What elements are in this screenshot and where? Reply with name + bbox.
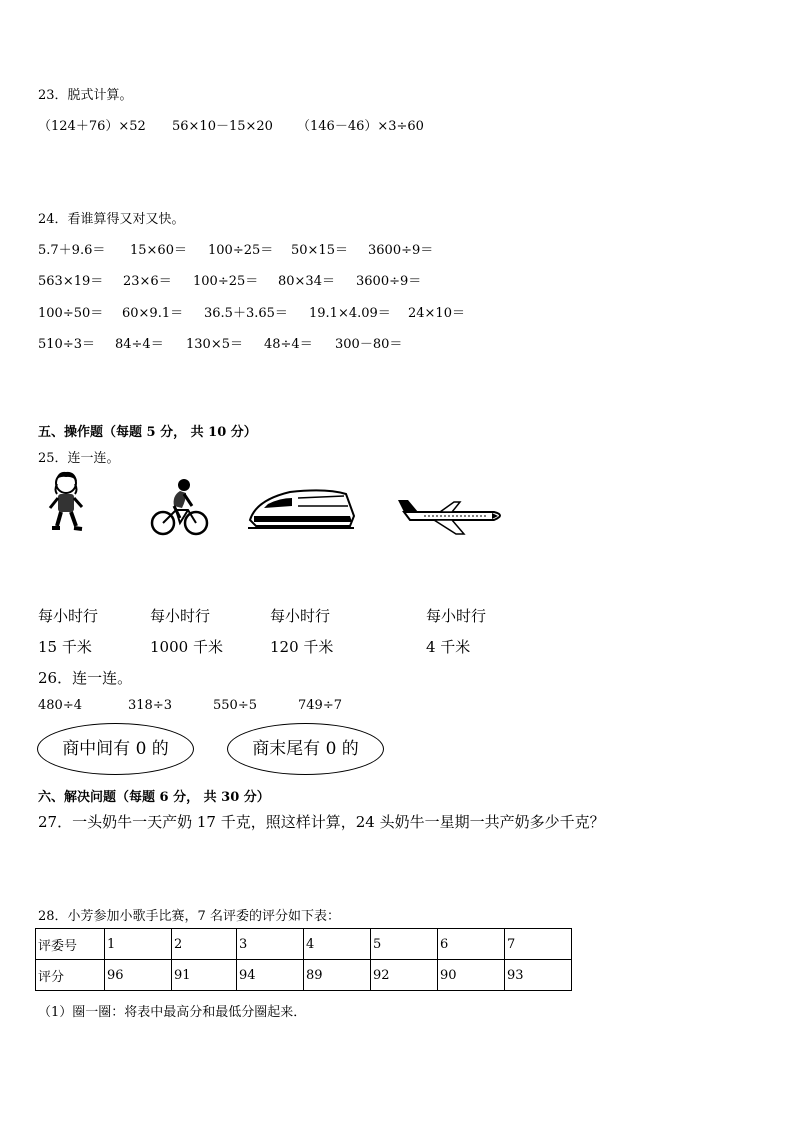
oval-label: 商末尾有 0 的 bbox=[252, 739, 359, 759]
score-cell: 90 bbox=[438, 960, 505, 991]
q24-item: 36.5＋3.65＝ bbox=[204, 306, 288, 321]
judge-number: 7 bbox=[505, 929, 572, 960]
q24-item: 50×15＝ bbox=[291, 243, 348, 258]
judge-number: 3 bbox=[237, 929, 304, 960]
q24-item: 3600÷9＝ bbox=[356, 274, 422, 289]
row-header: 评委号 bbox=[36, 929, 105, 960]
q24-item: 130×5＝ bbox=[186, 337, 243, 352]
q24-item: 24×10＝ bbox=[408, 306, 465, 321]
q23-item-2: 56×10－15×20 bbox=[172, 119, 273, 134]
score-cell: 89 bbox=[304, 960, 371, 991]
high-speed-train-icon bbox=[246, 486, 358, 532]
oval-label: 商中间有 0 的 bbox=[62, 739, 169, 759]
speed-label: 每小时行 bbox=[38, 607, 99, 625]
q24-item: 23×6＝ bbox=[123, 274, 172, 289]
oval-middle-zero bbox=[37, 723, 194, 775]
q26-title: 26．连一连。 bbox=[38, 669, 133, 687]
speed-label: 每小时行 bbox=[270, 607, 331, 625]
section-6-heading: 六、解决问题（每题 6 分， 共 30 分） bbox=[38, 790, 270, 805]
q24-item: 84÷4＝ bbox=[115, 337, 164, 352]
oval-end-zero bbox=[227, 723, 384, 775]
speed-label: 每小时行 bbox=[150, 607, 211, 625]
q24-item: 563×19＝ bbox=[38, 274, 104, 289]
q24-item: 300－80＝ bbox=[335, 337, 403, 352]
q23-title: 23．脱式计算。 bbox=[38, 88, 133, 103]
table-row bbox=[36, 960, 572, 991]
q26-item: 749÷7 bbox=[298, 698, 342, 713]
score-cell: 91 bbox=[172, 960, 237, 991]
q24-item: 510÷3＝ bbox=[38, 337, 95, 352]
speed-value: 120 千米 bbox=[270, 638, 334, 656]
q28-title: 28．小芳参加小歌手比赛，7 名评委的评分如下表： bbox=[38, 909, 340, 924]
table-row bbox=[36, 929, 572, 960]
judge-number: 1 bbox=[105, 929, 172, 960]
section-5-heading: 五、操作题（每题 5 分， 共 10 分） bbox=[38, 425, 257, 440]
q24-item: 15×60＝ bbox=[130, 243, 187, 258]
q24-item: 80×34＝ bbox=[278, 274, 335, 289]
q24-item: 3600÷9＝ bbox=[368, 243, 434, 258]
q23-item-1: （124＋76）×52 bbox=[38, 119, 146, 134]
q26-item: 550÷5 bbox=[213, 698, 257, 713]
q24-item: 100÷50＝ bbox=[38, 306, 104, 321]
speed-value: 1000 千米 bbox=[150, 638, 223, 656]
q24-item: 19.1×4.09＝ bbox=[309, 306, 391, 321]
score-cell: 96 bbox=[105, 960, 172, 991]
q27-title: 27．一头奶牛一天产奶 17 千克，照这样计算，24 头奶牛一星期一共产奶多少千克？ bbox=[38, 813, 605, 831]
cyclist-icon bbox=[150, 476, 210, 538]
score-table bbox=[35, 928, 572, 991]
score-cell: 92 bbox=[371, 960, 438, 991]
q26-item: 318÷3 bbox=[128, 698, 172, 713]
speed-value: 15 千米 bbox=[38, 638, 92, 656]
walking-child-icon bbox=[44, 470, 88, 534]
q24-item: 100÷25＝ bbox=[193, 274, 259, 289]
q24-item: 100÷25＝ bbox=[208, 243, 274, 258]
speed-value: 4 千米 bbox=[426, 638, 471, 656]
q28-sub-question-1: （1）圈一圈：将表中最高分和最低分圈起来． bbox=[38, 1005, 307, 1020]
row-header: 评分 bbox=[36, 960, 105, 991]
q26-item: 480÷4 bbox=[38, 698, 82, 713]
score-cell: 93 bbox=[505, 960, 572, 991]
judge-number: 2 bbox=[172, 929, 237, 960]
q24-title: 24．看谁算得又对又快。 bbox=[38, 212, 185, 227]
q23-item-3: （146－46）×3÷60 bbox=[297, 119, 424, 134]
q24-item: 60×9.1＝ bbox=[122, 306, 184, 321]
q24-item: 5.7＋9.6＝ bbox=[38, 243, 106, 258]
judge-number: 4 bbox=[304, 929, 371, 960]
airplane-icon bbox=[394, 494, 508, 536]
q25-title: 25．连一连。 bbox=[38, 451, 120, 466]
judge-number: 5 bbox=[371, 929, 438, 960]
q24-item: 48÷4＝ bbox=[264, 337, 313, 352]
score-cell: 94 bbox=[237, 960, 304, 991]
speed-label: 每小时行 bbox=[426, 607, 487, 625]
judge-number: 6 bbox=[438, 929, 505, 960]
